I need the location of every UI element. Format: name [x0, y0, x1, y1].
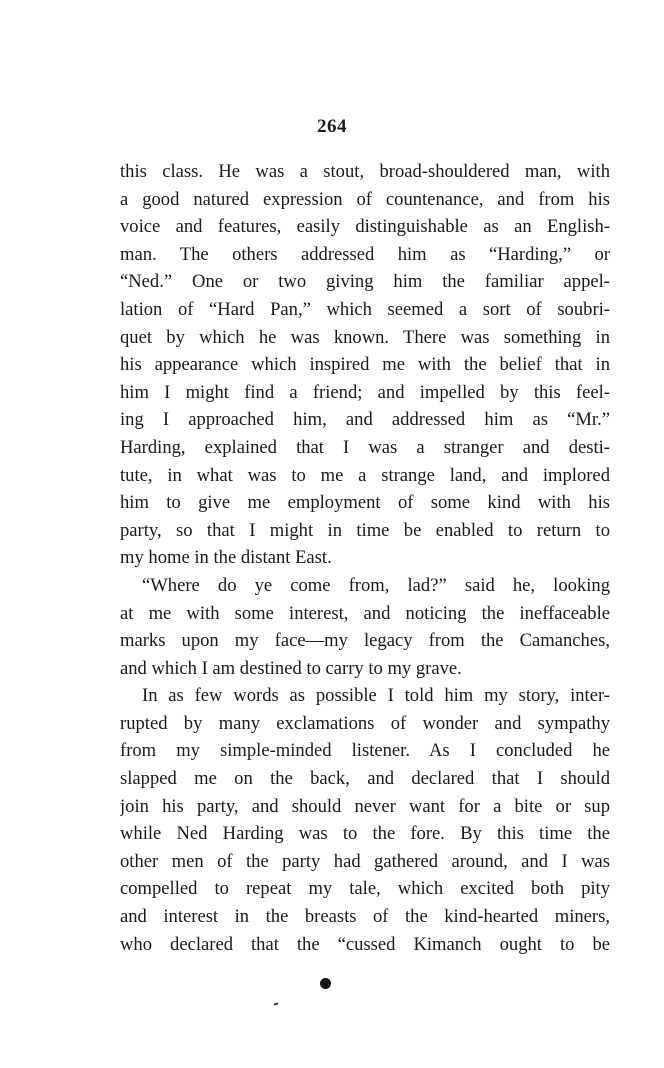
- text-line: compelled to repeat my tale, which excited both pity: [120, 878, 610, 900]
- text-line: marks upon my face—my legacy from the Camanches,: [120, 630, 610, 652]
- text-line: his appearance which inspired me with the belief that in: [120, 354, 610, 376]
- text-line: at me with some interest, and noticing the ineffaceable: [120, 602, 610, 624]
- text-line: voice and features, easily distinguishable as an English-: [120, 216, 610, 238]
- text-line: who declared that the “cussed Kimanch ought to be: [120, 933, 610, 955]
- text-line: him I might find a friend; and impelled by this feel-: [120, 381, 610, 403]
- text-line: a good natured expression of countenance, and from his: [120, 188, 610, 210]
- text-line: Harding, explained that I was a stranger and desti-: [120, 436, 610, 458]
- text-line: quet by which he was known. There was something in: [120, 326, 610, 348]
- text-line: “Where do ye come from, lad?” said he, looking: [142, 574, 610, 596]
- text-line: ing I approached him, and addressed him as “Mr.”: [120, 409, 610, 431]
- text-line: this class. He was a stout, broad-shouldered man, with: [120, 161, 610, 182]
- body-text: [120, 158, 610, 958]
- text-line: lation of “Hard Pan,” which seemed a sort of soubri-: [120, 298, 610, 320]
- text-line: join his party, and should never want for a bite or sup: [120, 795, 610, 817]
- text-line: from my simple-minded listener. As I concluded he: [120, 740, 610, 762]
- text-line: party, so that I might in time be enabled to return to: [120, 519, 610, 541]
- ink-speck: [274, 1002, 278, 1005]
- text-line: while Ned Harding was to the fore. By this time the: [120, 823, 610, 845]
- text-line: rupted by many exclamations of wonder and sympathy: [120, 712, 610, 734]
- page-number: 264: [317, 116, 347, 137]
- text-line: and interest in the breasts of the kind-hearted miners,: [120, 906, 610, 928]
- text-line: In as few words as possible I told him my story, inter-: [142, 685, 610, 707]
- text-line: him to give me employment of some kind with his: [120, 492, 610, 514]
- text-line: tute, in what was to me a strange land, and implored: [120, 464, 610, 486]
- text-line: other men of the party had gathered around, and I was: [120, 850, 610, 872]
- text-line: “Ned.” One or two giving him the familiar appel-: [120, 271, 610, 293]
- text-line: man. The others addressed him as “Harding,” or: [120, 243, 610, 265]
- text-line: my home in the distant East.: [120, 547, 332, 569]
- text-line: and which I am destined to carry to my grave.: [120, 657, 462, 679]
- signature-mark-dot: [320, 978, 331, 989]
- text-line: slapped me on the back, and declared that I should: [120, 768, 610, 790]
